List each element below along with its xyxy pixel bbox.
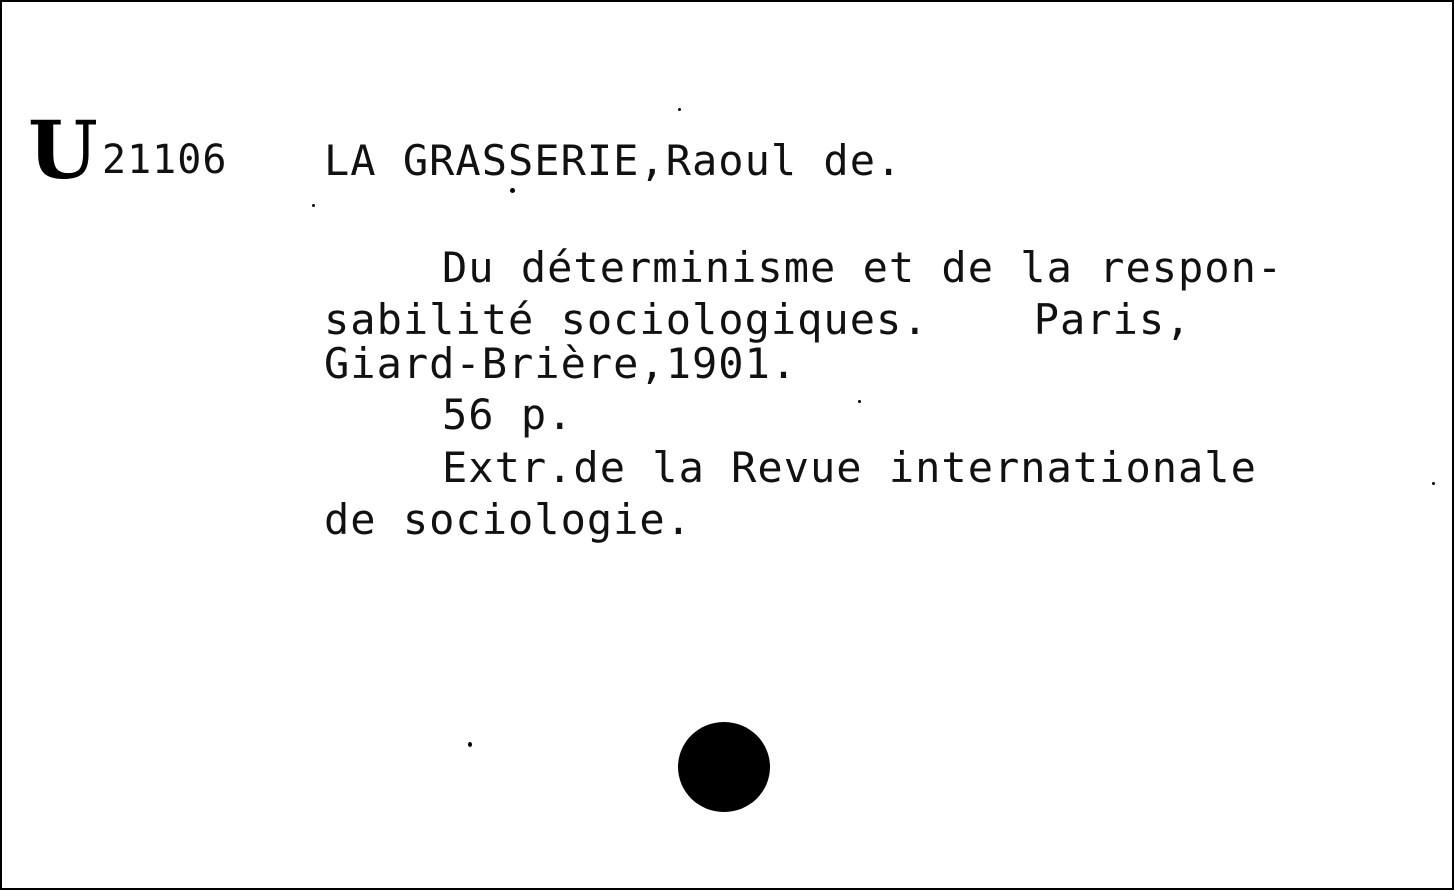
title-line-1: Du déterminisme et de la respon- xyxy=(442,243,1284,292)
ink-speck xyxy=(678,108,681,111)
title-line-2: sabilité sociologiques. Paris, xyxy=(324,295,1192,344)
call-number: 21106 xyxy=(102,137,228,183)
location-stamp: U xyxy=(28,103,98,197)
ink-speck xyxy=(468,742,472,747)
punch-hole xyxy=(678,722,770,812)
note-line-1: Extr.de la Revue internationale xyxy=(442,443,1257,492)
ink-speck xyxy=(858,400,861,403)
ink-speck xyxy=(510,188,515,193)
pagination: 56 p. xyxy=(442,390,574,439)
note-line-2: de sociologie. xyxy=(324,495,693,544)
ink-speck xyxy=(312,204,315,207)
ink-speck xyxy=(1432,482,1435,485)
author-heading: LA GRASSERIE,Raoul de. xyxy=(324,136,903,185)
title-line-3: Giard-Brière,1901. xyxy=(324,339,798,388)
